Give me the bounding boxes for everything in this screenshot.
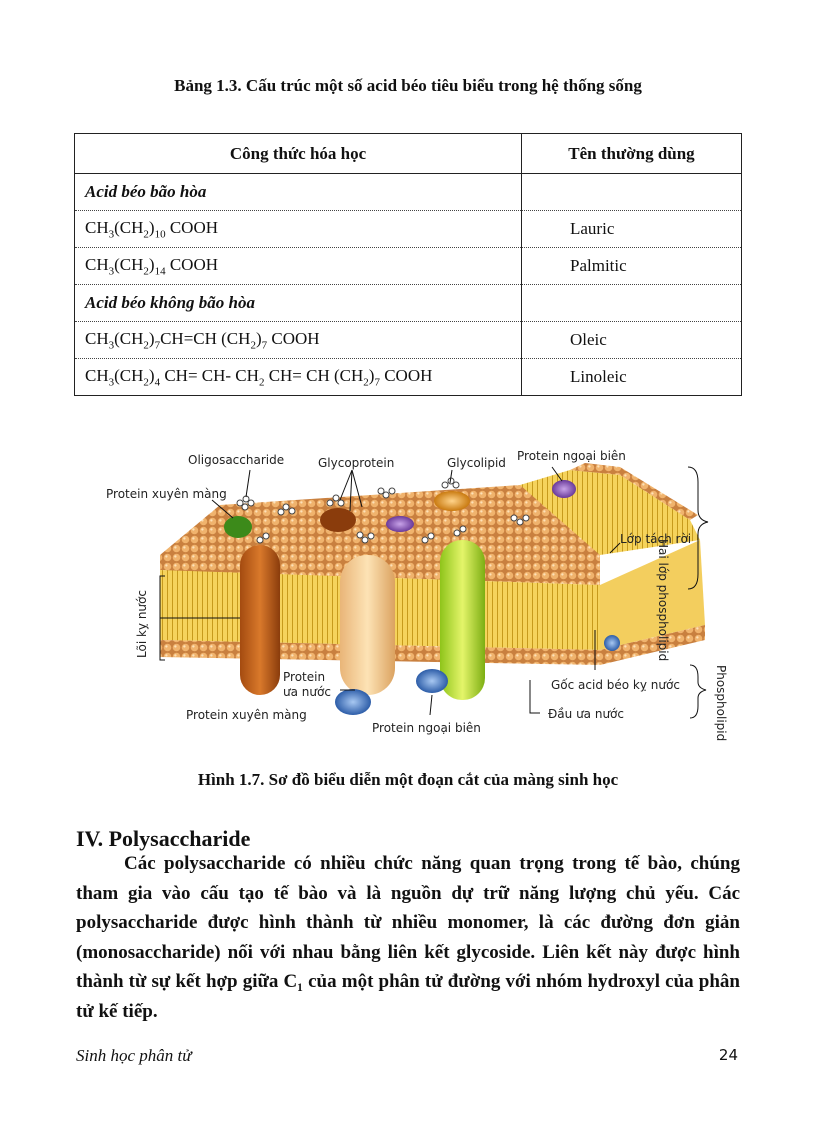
green-surface-protein — [224, 516, 252, 538]
label-peripheral-protein-bottom: Protein ngoại biên — [372, 721, 481, 735]
transmembrane-protein-brown — [240, 545, 280, 695]
label-separated-layer: Lớp tách rời — [620, 532, 692, 546]
label-hydrophobic-core: Lõi kỵ nước — [135, 590, 149, 658]
label-peripheral-protein-top: Protein ngoại biên — [517, 449, 626, 463]
name-cell: Linoleic — [522, 359, 742, 396]
table-caption: Bảng 1.3. Cấu trúc một số acid béo tiêu biểu trong hệ thống sống — [174, 76, 642, 95]
label-phospholipid-bilayer: Hai lớp phospholipid — [656, 539, 670, 662]
glycoprotein-body — [320, 508, 356, 532]
label-transmembrane-protein-bottom: Protein xuyên màng — [186, 708, 307, 722]
header-common-name: Tên thường dùng — [522, 134, 742, 174]
label-hydrophilic-protein-1: Protein — [283, 670, 326, 684]
footer-book-title: Sinh học phân tử — [76, 1046, 192, 1065]
fatty-acid-table — [74, 133, 742, 396]
section-row-unsaturated — [75, 285, 742, 322]
glycolipid-protein — [434, 491, 470, 511]
section-saturated-label: Acid béo bão hòa — [75, 174, 522, 211]
hydrophilic-protein-cream — [340, 555, 395, 695]
label-glycolipid: Glycolipid — [447, 456, 506, 470]
formula-cell: $CH_3(CH_2)_{10}$ COOH — [75, 211, 522, 248]
figure-caption: Hình 1.7. Sơ đồ biểu diễn một đoạn cắt của màng sinh học — [197, 770, 619, 789]
purple-protein — [386, 516, 414, 532]
section-unsaturated-label: Acid béo không bão hòa — [75, 285, 522, 322]
formula-cell: $CH_3(CH_2)_7CH=CH$ $(CH_2)_7$ COOH — [75, 322, 522, 359]
table-header-row — [75, 134, 742, 174]
table-row — [75, 248, 742, 285]
label-transmembrane-protein-top: Protein xuyên màng — [106, 487, 227, 501]
peripheral-protein-blue-1 — [416, 669, 448, 693]
small-blue-protein — [604, 635, 620, 651]
section-heading: IV. Polysaccharide — [76, 826, 251, 851]
label-glycoprotein: Glycoprotein — [318, 456, 395, 470]
label-oligosaccharide: Oligosaccharide — [188, 453, 285, 467]
section-row-saturated — [75, 174, 742, 211]
table-row — [75, 322, 742, 359]
label-hydrophilic-protein-2: ưa nước — [283, 685, 331, 699]
name-cell: Palmitic — [522, 248, 742, 285]
formula-cell: $CH_3(CH_2)_{14}$ COOH — [75, 248, 522, 285]
name-cell: Oleic — [522, 322, 742, 359]
membrane-figure — [100, 445, 740, 745]
peripheral-protein-top — [552, 480, 576, 498]
page-number: 24 — [718, 1046, 738, 1064]
body-paragraph: Các polysaccharide có nhiều chức năng quan trọng trong tế bào, chúng tham gia vào cấu tạo tế bào và là nguồn dự trữ năng lượng chủ yếu. Các polysaccharide được hình thành từ nhiều monomer, là các đường đơn giản (monosaccharide) nối với nhau bằng liên kết glycoside. Liên kết này được hình thành từ sự kết hợp giữa C₁ của một phân tử đường với nhóm hydroxyl của phân tử kế tiếp. — [76, 853, 740, 1022]
table-row — [75, 359, 742, 396]
label-hydrophilic-head: Đầu ưa nước — [548, 707, 624, 721]
formula-cell: $CH_3(CH_2)_4$ CH= CH- $CH_2$ CH= CH $(CH_2)_7$ COOH — [75, 359, 522, 396]
name-cell: Lauric — [522, 211, 742, 248]
table-row — [75, 211, 742, 248]
transmembrane-protein-green — [440, 540, 485, 700]
peripheral-protein-blue-2 — [335, 689, 371, 715]
label-fatty-acid-tail: Gốc acid béo kỵ nước — [551, 678, 680, 692]
header-formula: Công thức hóa học — [75, 134, 522, 174]
label-phospholipid: Phospholipid — [714, 665, 728, 742]
